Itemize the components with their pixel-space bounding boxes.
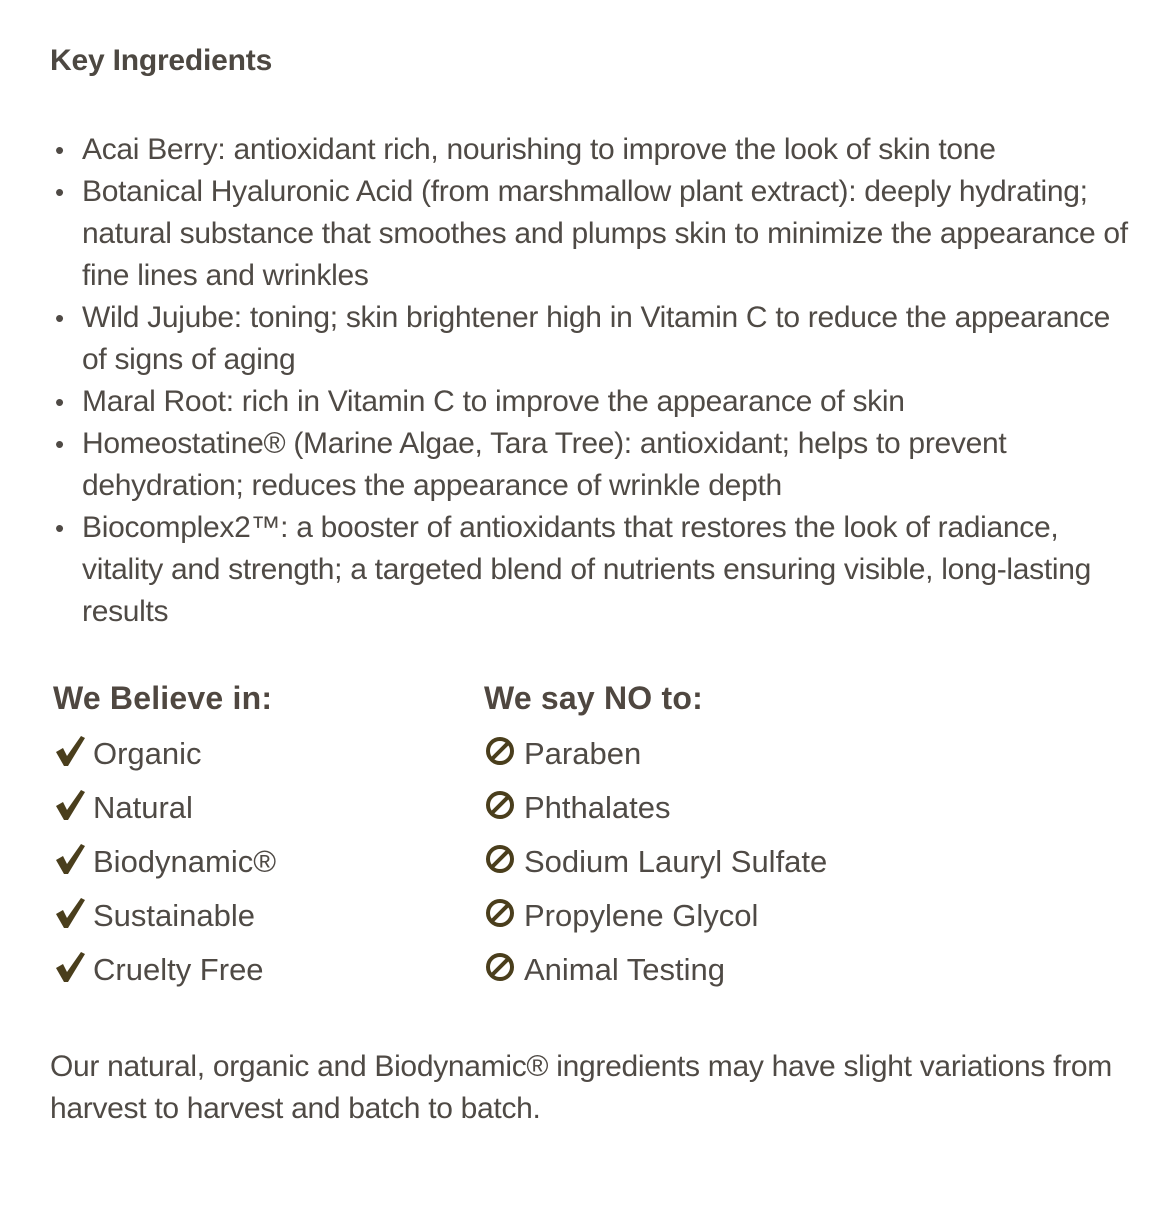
say-no-item bbox=[484, 840, 827, 894]
say-no-item-label: Sodium Lauryl Sulfate bbox=[524, 844, 828, 879]
ingredient-item bbox=[50, 297, 1130, 381]
ingredient-text: Botanical Hyaluronic Acid (from marshmallow plant extract): deeply hydrating; natural substance that smoothes and plumps skin to minimize the appearance of fine lines and wrinkles bbox=[82, 175, 1128, 292]
believe-item-label: Biodynamic® bbox=[93, 844, 277, 879]
checkmark-icon bbox=[53, 788, 87, 822]
footer-note: Our natural, organic and Biodynamic® ingredients may have slight variations from harvest to harvest and batch to batch. bbox=[50, 1050, 1112, 1125]
ingredient-text: Wild Jujube: toning; skin brightener high in Vitamin C to reduce the appearance of signs of aging bbox=[82, 301, 1111, 376]
prohibited-icon bbox=[484, 842, 518, 876]
ingredients-list bbox=[50, 129, 1130, 633]
checkmark-icon bbox=[53, 734, 87, 768]
bullet-icon: • bbox=[55, 387, 64, 417]
prohibited-icon bbox=[484, 950, 518, 984]
say-no-item-label: Paraben bbox=[524, 736, 642, 771]
bullet-icon: • bbox=[55, 303, 64, 333]
ingredient-item bbox=[50, 381, 1130, 423]
ingredient-text: Biocomplex2™: a booster of antioxidants that restores the look of radiance, vitality and strength; a targeted blend of nutrients ensuring visible, long-lasting results bbox=[82, 511, 1092, 628]
say-no-list bbox=[484, 732, 827, 1002]
bullet-icon: • bbox=[55, 513, 64, 543]
say-no-item bbox=[484, 948, 827, 1002]
ingredient-text: Maral Root: rich in Vitamin C to improve the appearance of skin bbox=[82, 385, 905, 418]
say-no-item bbox=[484, 732, 827, 786]
checkmark-icon bbox=[53, 950, 87, 984]
ingredient-text: Homeostatine® (Marine Algae, Tara Tree): antioxidant; helps to prevent dehydration; reduces the appearance of wrinkle depth bbox=[82, 427, 1007, 502]
believe-item-label: Cruelty Free bbox=[93, 952, 264, 987]
ingredient-item bbox=[50, 171, 1130, 297]
believe-item bbox=[53, 732, 276, 786]
believe-list bbox=[53, 732, 276, 1002]
we-believe-title: We Believe in: bbox=[53, 680, 273, 716]
we-say-no-title: We say NO to: bbox=[484, 680, 703, 716]
say-no-item-label: Animal Testing bbox=[524, 952, 726, 987]
believe-item-label: Natural bbox=[93, 790, 193, 825]
bullet-icon: • bbox=[55, 429, 64, 459]
checkmark-icon bbox=[53, 842, 87, 876]
prohibited-icon bbox=[484, 788, 518, 822]
believe-item bbox=[53, 840, 276, 894]
say-no-item bbox=[484, 786, 827, 840]
bullet-icon: • bbox=[55, 177, 64, 207]
believe-item bbox=[53, 948, 276, 1002]
checkmark-icon bbox=[53, 896, 87, 930]
believe-item-label: Sustainable bbox=[93, 898, 256, 933]
prohibited-icon bbox=[484, 734, 518, 768]
bullet-icon: • bbox=[55, 135, 64, 165]
key-ingredients-heading: Key Ingredients bbox=[50, 44, 273, 77]
ingredient-item bbox=[50, 423, 1130, 507]
believe-item bbox=[53, 786, 276, 840]
ingredient-text: Acai Berry: antioxidant rich, nourishing to improve the look of skin tone bbox=[82, 133, 996, 166]
ingredient-item bbox=[50, 507, 1130, 633]
say-no-item-label: Propylene Glycol bbox=[524, 898, 759, 933]
prohibited-icon bbox=[484, 896, 518, 930]
say-no-item bbox=[484, 894, 827, 948]
ingredient-item bbox=[50, 129, 1130, 171]
believe-item bbox=[53, 894, 276, 948]
believe-item-label: Organic bbox=[93, 736, 202, 771]
say-no-item-label: Phthalates bbox=[524, 790, 671, 825]
